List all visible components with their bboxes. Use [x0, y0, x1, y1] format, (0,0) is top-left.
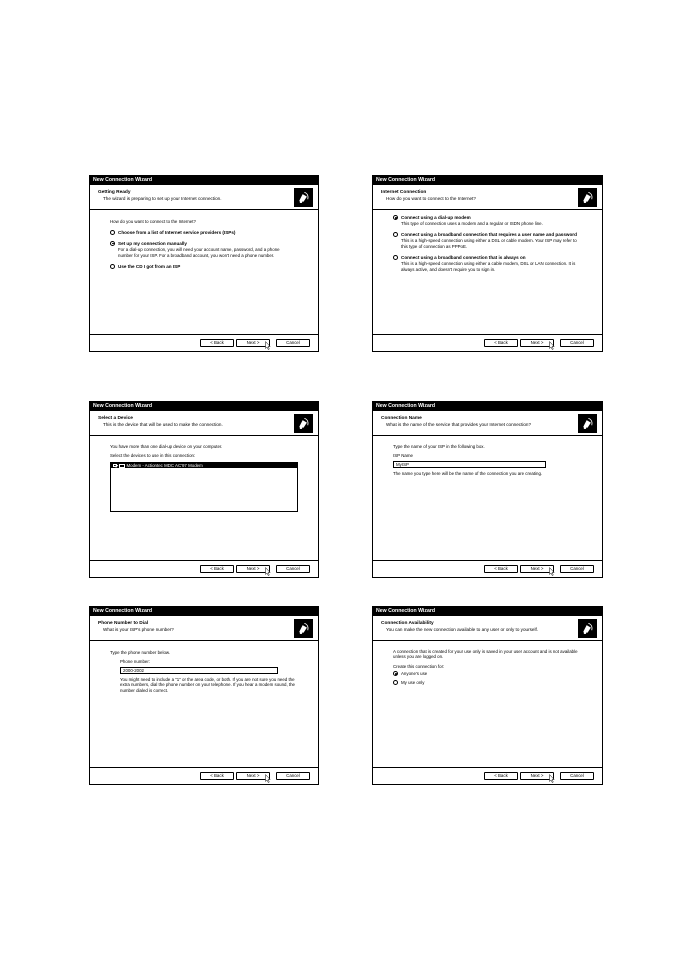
wizard-content: [110, 444, 310, 512]
option-description: This type of connection uses a modem and a regular or ISDN phone line.: [401, 221, 543, 227]
wizard-header: [373, 185, 602, 210]
device-list-item[interactable]: [111, 463, 297, 469]
back-button[interactable]: < Back: [200, 339, 234, 347]
connection-wizard-icon: [294, 619, 313, 638]
wizard-footer: [90, 560, 318, 577]
wizard-header: [373, 411, 602, 436]
next-button[interactable]: Next >: [236, 565, 270, 573]
wizard-content: [110, 219, 310, 269]
option-use-cd[interactable]: [110, 264, 310, 269]
wizard-footer: [90, 767, 318, 784]
header-title: Phone Number to Dial: [98, 621, 149, 626]
next-button[interactable]: Next >: [236, 772, 270, 780]
connection-wizard-icon: [578, 619, 597, 638]
option-dialup-modem[interactable]: [393, 215, 594, 227]
connection-wizard-icon: [294, 414, 313, 433]
window-title: New Connection Wizard: [373, 402, 602, 411]
checkbox-checked[interactable]: [113, 464, 117, 468]
option-label: Use the CD I got from an ISP: [118, 264, 181, 270]
header-subtitle: This is the device that will be used to make the connection.: [103, 422, 223, 427]
cancel-button[interactable]: Cancel: [560, 565, 594, 573]
wizard-header: [90, 185, 318, 210]
cancel-button[interactable]: Cancel: [560, 339, 594, 347]
option-label: Set up my connection manually: [118, 240, 187, 246]
mouse-cursor-icon: [549, 774, 555, 783]
connection-wizard-icon: [294, 188, 313, 207]
hint-text: You might need to include a "1" or the area code, or both. If you are not sure you need the extra numbers, dial the phone number on your telephone. If you hear a modem sound, the number dialed is correct.: [120, 676, 296, 693]
option-description: This is a high-speed connection using either a cable modem, DSL or LAN connection. It is always active, and doesn't require you to sign in.: [401, 261, 576, 272]
window-title: New Connection Wizard: [90, 607, 318, 616]
wizard-header: [90, 411, 318, 436]
wizard-dialog-getting-ready: [89, 175, 319, 352]
wizard-dialog-select-device: [89, 401, 319, 578]
mouse-cursor-icon: [549, 341, 555, 350]
device-name: Modem - Actiontec MDC AC'97 Modem: [126, 462, 203, 468]
wizard-header: [90, 616, 318, 641]
cancel-button[interactable]: Cancel: [560, 772, 594, 780]
header-title: Connection Name: [381, 416, 422, 421]
wizard-content: [393, 444, 594, 476]
mouse-cursor-icon: [265, 567, 271, 576]
wizard-footer: [90, 334, 318, 351]
back-button[interactable]: < Back: [200, 565, 234, 573]
field-label: ISP Name: [393, 453, 413, 459]
wizard-dialog-internet-connection: [372, 175, 603, 352]
wizard-footer: [373, 334, 602, 351]
hint-text: The name you type here will be the name of the connection you are creating.: [393, 470, 543, 476]
question-text: How do you want to connect to the Internet?: [110, 219, 196, 224]
wizard-footer: [373, 767, 602, 784]
next-button[interactable]: Next >: [520, 339, 554, 347]
option-description: This is a high-speed connection using either a DSL or cable modem. Your ISP may refer to this type of connection as PPPoE.: [401, 238, 577, 249]
option-broadband-always-on[interactable]: [393, 255, 594, 272]
radio-button-selected[interactable]: [393, 215, 398, 220]
radio-button[interactable]: [393, 232, 398, 237]
wizard-content: [110, 650, 310, 693]
radio-button-selected[interactable]: [110, 241, 115, 246]
wizard-dialog-connection-availability: [372, 606, 603, 785]
window-title: New Connection Wizard: [90, 176, 318, 185]
back-button[interactable]: < Back: [484, 565, 518, 573]
mouse-cursor-icon: [265, 341, 271, 350]
radio-button[interactable]: [110, 230, 115, 235]
info-text: You have more than one dial-up device on your computer.: [110, 444, 223, 449]
cancel-button[interactable]: Cancel: [276, 565, 310, 573]
back-button[interactable]: < Back: [200, 772, 234, 780]
wizard-footer: [373, 560, 602, 577]
cancel-button[interactable]: Cancel: [276, 772, 310, 780]
wizard-content: [393, 649, 594, 685]
radio-button[interactable]: [110, 264, 115, 269]
wizard-content: [393, 215, 594, 272]
instruction-text: Select the devices to use in this connection:: [110, 453, 196, 459]
back-button[interactable]: < Back: [484, 339, 518, 347]
cancel-button[interactable]: Cancel: [276, 339, 310, 347]
window-title: New Connection Wizard: [373, 607, 602, 616]
header-title: Select a Device: [98, 416, 133, 421]
option-label: Connect using a dial-up modem: [401, 215, 471, 220]
radio-button-selected[interactable]: [393, 671, 398, 676]
instruction-text: Create this connection for:: [393, 663, 445, 669]
device-listbox[interactable]: [110, 462, 298, 512]
modem-icon: [119, 464, 125, 468]
option-description: For a dial-up connection, you will need your account name, password, and a phone number for your ISP. For a broadband account, you won't need a phone number.: [118, 247, 280, 258]
header-subtitle: What is your ISP's phone number?: [103, 627, 174, 632]
option-manual-setup[interactable]: [110, 241, 310, 258]
option-broadband-login[interactable]: [393, 232, 594, 249]
mouse-cursor-icon: [549, 567, 555, 576]
option-label: Choose from a list of Internet service providers (ISPs): [118, 230, 236, 236]
option-choose-isp[interactable]: [110, 230, 310, 235]
isp-name-input[interactable]: MyISP: [393, 461, 546, 468]
window-title: New Connection Wizard: [90, 402, 318, 411]
wizard-dialog-phone-number: [89, 606, 319, 785]
next-button[interactable]: Next >: [520, 565, 554, 573]
next-button[interactable]: Next >: [236, 339, 270, 347]
option-my-use-only[interactable]: [393, 680, 594, 685]
option-label: Connect using a broadband connection that is always on: [401, 255, 526, 261]
option-label: Connect using a broadband connection that requires a user name and password: [401, 231, 577, 237]
wizard-dialog-connection-name: [372, 401, 603, 578]
header-subtitle: You can make the new connection available to any user or only to yourself.: [386, 627, 539, 632]
field-label: Phone number:: [120, 659, 151, 665]
phone-number-input[interactable]: 2000-2002: [120, 667, 278, 674]
mouse-cursor-icon: [265, 774, 271, 783]
header-subtitle: How do you want to connect to the Internet?: [386, 196, 476, 201]
instruction-text: Type the phone number below.: [110, 650, 171, 655]
radio-button[interactable]: [393, 255, 398, 260]
header-title: Getting Ready: [98, 190, 131, 195]
option-label: Anyone's use: [401, 671, 428, 677]
header-subtitle: What is the name of the service that provides your Internet connection?: [386, 422, 532, 427]
connection-wizard-icon: [578, 414, 597, 433]
header-title: Connection Availability: [381, 621, 434, 626]
option-label: My use only: [401, 679, 425, 685]
radio-button[interactable]: [393, 680, 398, 685]
next-button[interactable]: Next >: [520, 772, 554, 780]
header-title: Internet Connection: [381, 190, 427, 195]
instruction-text: Type the name of your ISP in the following box.: [393, 444, 485, 449]
connection-wizard-icon: [578, 188, 597, 207]
wizard-header: [373, 616, 602, 641]
window-title: New Connection Wizard: [373, 176, 602, 185]
back-button[interactable]: < Back: [484, 772, 518, 780]
info-text: A connection that is created for your use only is saved in your user account and is not available unless you are logged on.: [393, 649, 578, 660]
option-anyones-use[interactable]: [393, 671, 594, 676]
header-subtitle: The wizard is preparing to set up your Internet connection.: [103, 196, 222, 201]
